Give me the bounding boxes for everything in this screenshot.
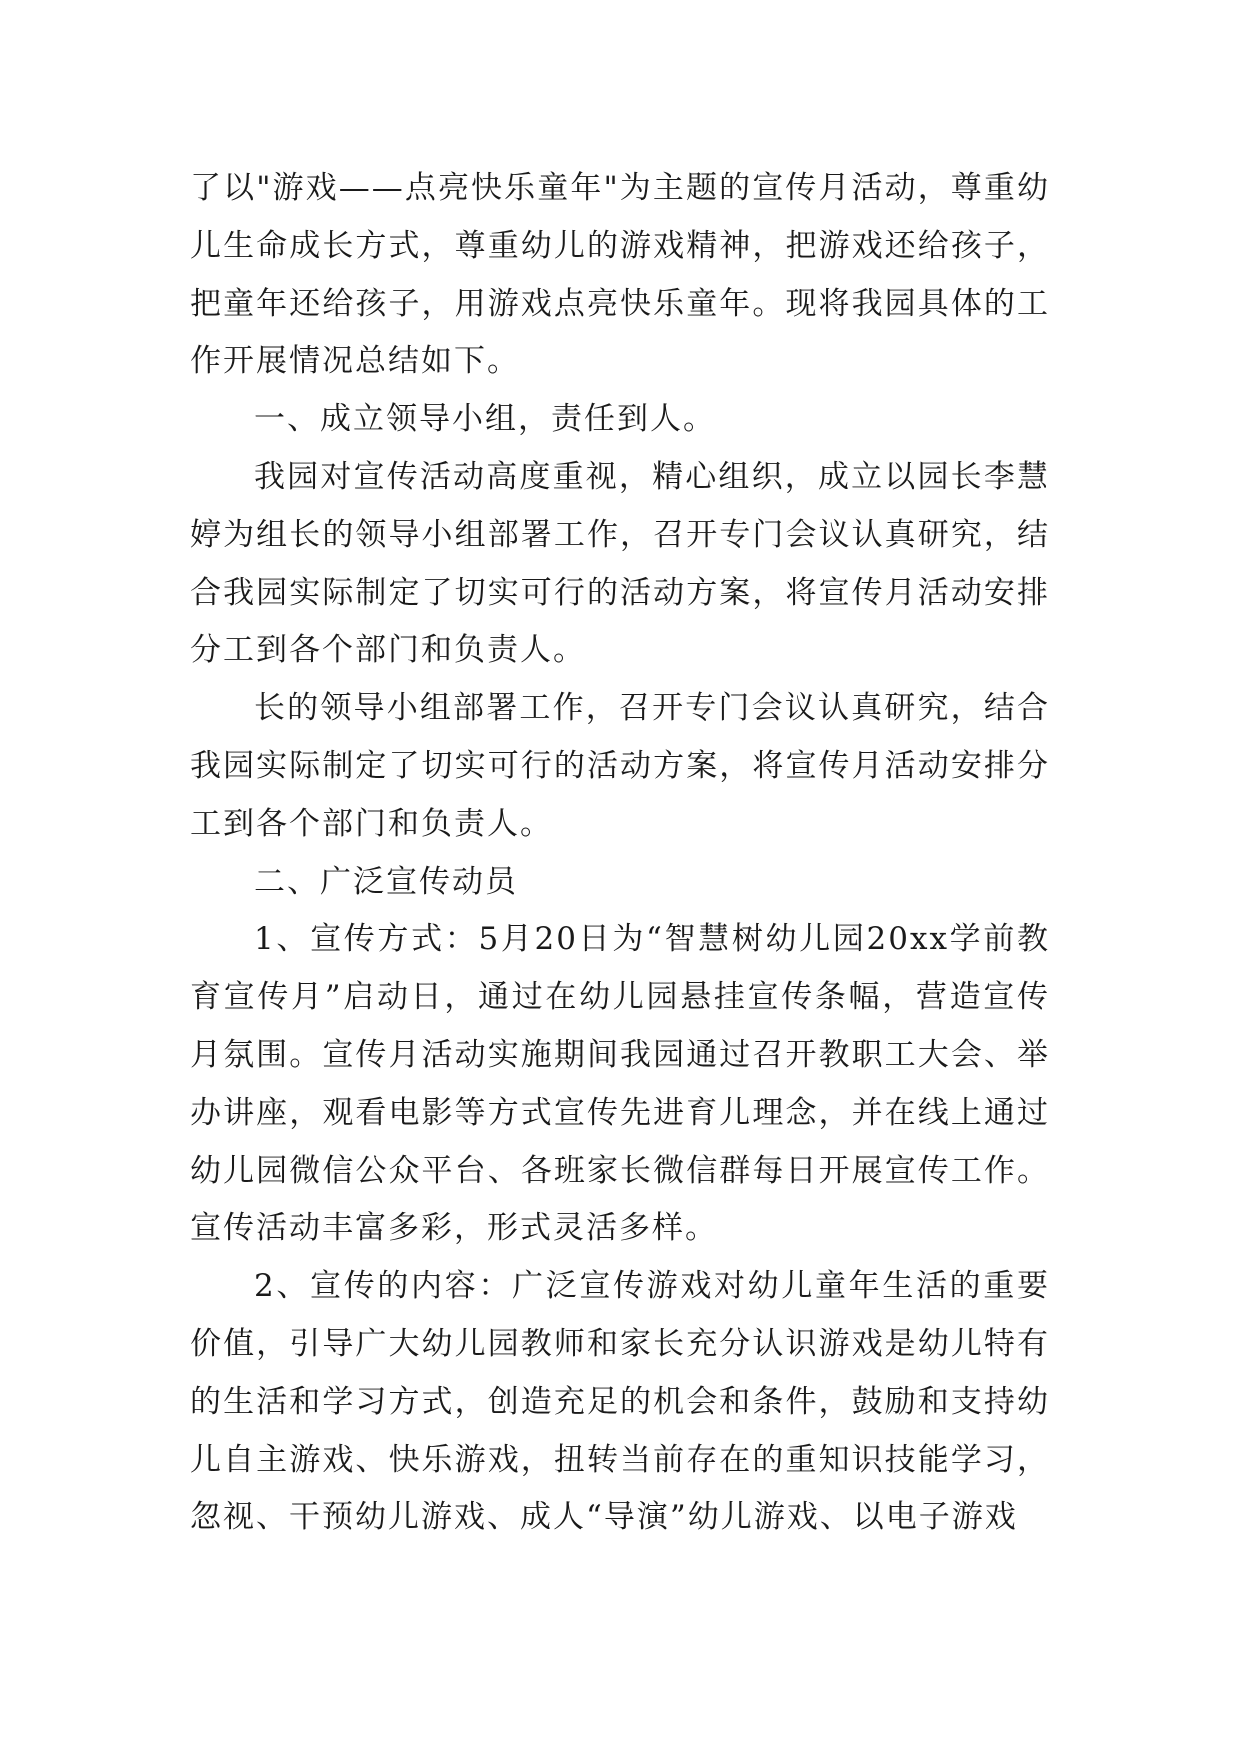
heading-section-2: 二、广泛宣传动员: [254, 863, 518, 900]
paragraph-section-1-repeat: 长的领导小组部署工作，召开专门会议认真研究，结合我园实际制定了切实可行的活动方案，将宣传月活动安排分工到各个部门和负责人。: [190, 690, 1050, 842]
paragraph-publicity-content: 2、宣传的内容：广泛宣传游戏对幼儿童年生活的重要价值，引导广大幼儿园教师和家长充分认识游戏是幼儿特有的生活和学习方式，创造充足的机会和条件，鼓励和支持幼儿自主游戏、快乐游戏，扭转当前存在的重知识技能学习，忽视、干预幼儿游戏、成人“导演”幼儿游戏、以电子游戏: [190, 1268, 1050, 1536]
paragraph-intro: 了以"游戏——点亮快乐童年"为主题的宣传月活动，尊重幼儿生命成长方式，尊重幼儿的游戏精神，把游戏还给孩子，把童年还给孩子，用游戏点亮快乐童年。现将我园具体的工作开展情况总结如下。: [190, 170, 1050, 380]
paragraph-publicity-method: 1、宣传方式：5月20日为“智慧树幼儿园20xx学前教育宣传月”启动日，通过在幼儿园悬挂宣传条幅，营造宣传月氛围。宣传月活动实施期间我园通过召开教职工大会、举办讲座，观看电影等方式宣传先进育儿理念，并在线上通过幼儿园微信公众平台、各班家长微信群每日开展宣传工作。宣传活动丰富多彩，形式灵活多样。: [190, 921, 1050, 1247]
heading-section-1: 一、成立领导小组，责任到人。: [254, 401, 716, 438]
paragraph-section-1: 我园对宣传活动高度重视，精心组织，成立以园长李慧婷为组长的领导小组部署工作，召开专门会议认真研究，结合我园实际制定了切实可行的活动方案，将宣传月活动安排分工到各个部门和负责人。: [190, 458, 1050, 669]
document-body: [190, 160, 1050, 1547]
